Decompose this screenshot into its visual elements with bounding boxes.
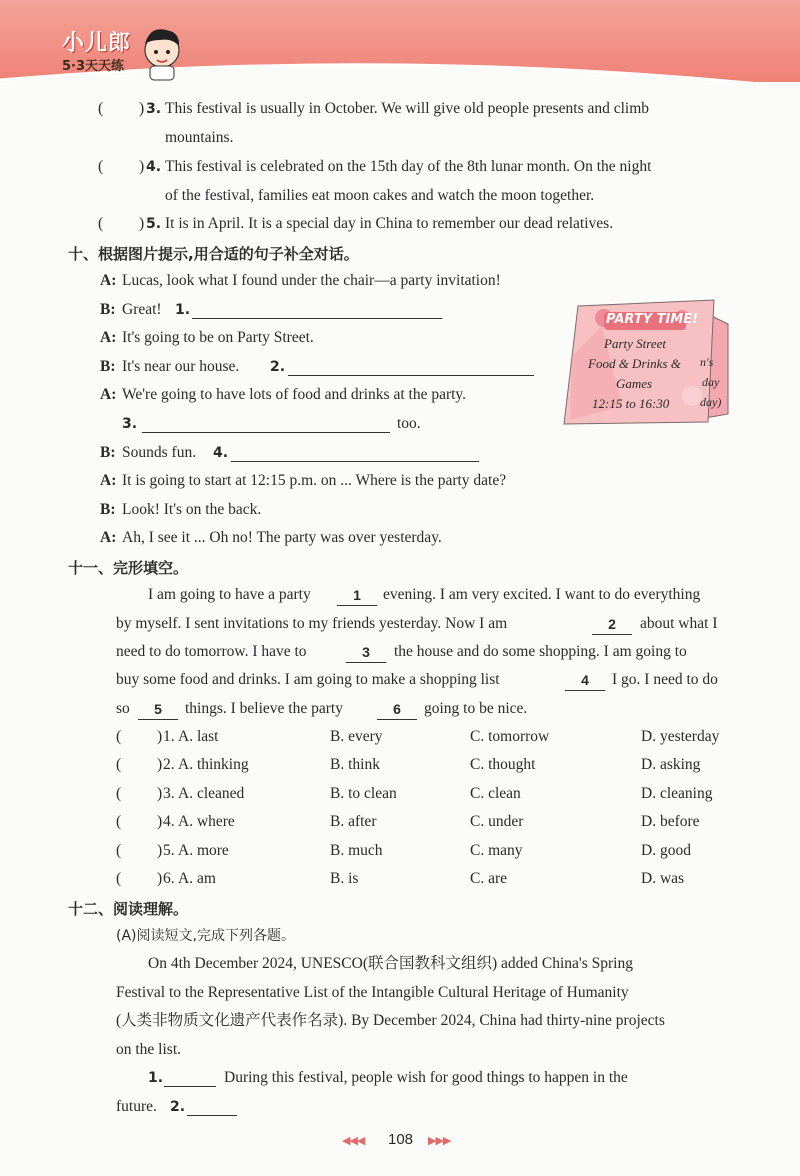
option-d[interactable]: D. cleaning — [641, 785, 713, 802]
section-title: 十、根据图片提示,用合适的句子补全对话。 — [68, 245, 359, 263]
question-number: 3. — [146, 101, 162, 117]
left-arrows-icon: ◀◀◀ — [342, 1135, 365, 1147]
dialogue-line: Lucas, look what I found under the chair—a party invitation! — [122, 272, 501, 289]
right-arrows-icon: ▶▶▶ — [428, 1135, 451, 1147]
option-question-number: 6. — [163, 870, 175, 887]
speaker-label: A: — [100, 472, 117, 489]
speaker-label: B: — [100, 444, 116, 461]
blank-number: 1. — [148, 1070, 164, 1086]
answer-paren: ) — [157, 842, 163, 859]
speaker-label: B: — [100, 501, 116, 518]
option-c[interactable]: C. tomorrow — [470, 728, 550, 745]
option-question-number: 5. — [163, 842, 175, 859]
answer-blank[interactable] — [288, 357, 534, 376]
answer-blank[interactable] — [187, 1097, 237, 1116]
page-number: 108 — [388, 1131, 414, 1148]
option-b[interactable]: B. is — [330, 870, 359, 887]
answer-paren: ) — [157, 728, 163, 745]
passage-text: so — [116, 700, 130, 717]
option-a[interactable]: A. am — [178, 870, 216, 887]
answer-paren: ) — [157, 870, 163, 887]
answer-paren-open[interactable]: ( — [98, 100, 104, 117]
answer-paren[interactable]: ( — [116, 842, 122, 859]
speaker-label: A: — [100, 386, 117, 403]
option-a[interactable]: A. last — [178, 728, 219, 745]
passage-text: I am going to have a party — [148, 586, 311, 603]
answer-paren[interactable]: ( — [116, 870, 122, 887]
question-text: This festival is celebrated on the 15th day of the 8th lunar month. On the night — [165, 158, 652, 175]
option-d[interactable]: D. good — [641, 842, 691, 859]
option-question-number: 1. — [163, 728, 175, 745]
answer-paren-open[interactable]: ( — [98, 158, 104, 175]
section-title: 十二、阅读理解。 — [68, 900, 189, 918]
card-text: Games — [616, 376, 653, 391]
answer-paren: ) — [157, 813, 163, 830]
passage-text: evening. I am very excited. I want to do everything — [383, 586, 701, 603]
cloze-blank-4[interactable]: 4 — [565, 670, 605, 691]
card-text: 12:15 to 16:30 — [592, 396, 670, 411]
card-text: Food & Drinks & — [588, 356, 681, 371]
cloze-blank-2[interactable]: 2 — [592, 614, 632, 635]
page-header — [0, 0, 800, 82]
cloze-blank-6[interactable]: 6 — [377, 699, 417, 720]
dialogue-line: It's going to be on Party Street. — [122, 329, 314, 346]
answer-paren[interactable]: ( — [116, 756, 122, 773]
question-text: of the festival, families eat moon cakes and watch the moon together. — [165, 187, 595, 204]
option-question-number: 3. — [163, 785, 175, 802]
cloze-blank-1[interactable]: 1 — [337, 585, 377, 606]
option-b[interactable]: B. much — [330, 842, 383, 859]
option-b[interactable]: B. think — [330, 756, 380, 773]
answer-paren[interactable]: ( — [116, 728, 122, 745]
answer-blank[interactable] — [142, 414, 390, 433]
option-a[interactable]: A. cleaned — [178, 785, 245, 802]
answer-paren[interactable]: ( — [116, 813, 122, 830]
option-d[interactable]: D. yesterday — [641, 728, 720, 745]
option-question-number: 2. — [163, 756, 175, 773]
blank-number: 2. — [170, 1099, 186, 1115]
brand-logo: 小儿郎 — [62, 31, 132, 56]
speaker-label: B: — [100, 358, 116, 375]
card-back-text: day) — [700, 395, 722, 409]
dialogue-line: Ah, I see it ... Oh no! The party was over yesterday. — [122, 529, 442, 546]
card-back-text: day — [702, 375, 720, 389]
blank-number: 1. — [175, 302, 191, 318]
card-title: PARTY TIME! — [606, 312, 699, 327]
passage-text: going to be nice. — [424, 700, 528, 717]
answer-paren: ) — [157, 756, 163, 773]
option-c[interactable]: C. clean — [470, 785, 521, 802]
dialogue-line: It's near our house. — [122, 358, 240, 375]
option-c[interactable]: C. thought — [470, 756, 536, 773]
passage-text: about what I — [640, 615, 718, 632]
answer-paren-close: ) — [139, 158, 145, 175]
passage-text: During this festival, people wish for good things to happen in the — [224, 1069, 628, 1086]
option-b[interactable]: B. after — [330, 813, 377, 830]
passage-text: things. I believe the party — [185, 700, 343, 717]
question-number: 5. — [146, 216, 162, 232]
speaker-label: A: — [100, 329, 117, 346]
option-d[interactable]: D. asking — [641, 756, 701, 773]
cloze-blank-5[interactable]: 5 — [138, 699, 178, 720]
cloze-blank-3[interactable]: 3 — [346, 642, 386, 663]
option-d[interactable]: D. was — [641, 870, 685, 887]
dialogue-line: too. — [397, 415, 421, 432]
option-c[interactable]: C. under — [470, 813, 524, 830]
dialogue-line: We're going to have lots of food and drinks at the party. — [122, 386, 467, 403]
passage-text: the house and do some shopping. I am going to — [394, 643, 687, 660]
card-back-text: n's — [700, 355, 714, 369]
passage-text: on the list. — [116, 1041, 182, 1058]
option-c[interactable]: C. are — [470, 870, 508, 887]
passage-text: need to do tomorrow. I have to — [116, 643, 307, 660]
question-text: This festival is usually in October. We will give old people presents and climb — [165, 100, 650, 117]
card-text: Party Street — [604, 336, 666, 351]
answer-paren[interactable]: ( — [116, 785, 122, 802]
option-a[interactable]: A. more — [178, 842, 229, 859]
blank-number: 2. — [270, 359, 286, 375]
option-a[interactable]: A. thinking — [178, 756, 249, 773]
answer-blank[interactable] — [231, 443, 479, 462]
dialogue-line: It is going to start at 12:15 p.m. on ... Where is the party date? — [122, 472, 507, 489]
option-c[interactable]: C. many — [470, 842, 523, 859]
section-title: 十一、完形填空。 — [68, 559, 189, 577]
option-question-number: 4. — [163, 813, 175, 830]
passage-text: On 4th December 2024, UNESCO(联合国教科文组织) added China's Spring — [148, 955, 633, 972]
answer-paren-close: ) — [139, 100, 145, 117]
option-b[interactable]: B. to clean — [330, 785, 397, 802]
series-name: 5·3天天练 — [62, 59, 125, 74]
question-text: It is in April. It is a special day in China to remember our dead relatives. — [165, 215, 614, 232]
passage-text: Festival to the Representative List of the Intangible Cultural Heritage of Humanity — [116, 984, 629, 1001]
dialogue-line: Sounds fun. — [122, 444, 197, 461]
option-b[interactable]: B. every — [330, 728, 383, 745]
blank-number: 4. — [213, 445, 229, 461]
question-number: 4. — [146, 159, 162, 175]
speaker-label: A: — [100, 272, 117, 289]
option-d[interactable]: D. before — [641, 813, 700, 830]
passage-text: future. — [116, 1098, 157, 1115]
answer-paren: ) — [157, 785, 163, 802]
passage-text: (人类非物质文化遗产代表作名录). By December 2024, China had thirty-nine projects — [116, 1012, 665, 1029]
blank-number: 3. — [122, 416, 138, 432]
subsection-instruction: (A)阅读短文,完成下列各题。 — [116, 928, 295, 944]
answer-paren-open[interactable]: ( — [98, 215, 104, 232]
answer-blank[interactable] — [192, 300, 442, 319]
dialogue-line: Great! — [122, 301, 162, 318]
dialogue-line: Look! It's on the back. — [122, 501, 262, 518]
speaker-label: B: — [100, 301, 116, 318]
mascot-icon — [145, 29, 179, 80]
option-a[interactable]: A. where — [178, 813, 235, 830]
passage-text: buy some food and drinks. I am going to make a shopping list — [116, 671, 500, 688]
answer-blank[interactable] — [164, 1068, 216, 1087]
passage-text: I go. I need to do — [612, 671, 718, 688]
speaker-label: A: — [100, 529, 117, 546]
passage-text: by myself. I sent invitations to my friends yesterday. Now I am — [116, 615, 508, 632]
question-text: mountains. — [165, 129, 234, 146]
answer-paren-close: ) — [139, 215, 145, 232]
